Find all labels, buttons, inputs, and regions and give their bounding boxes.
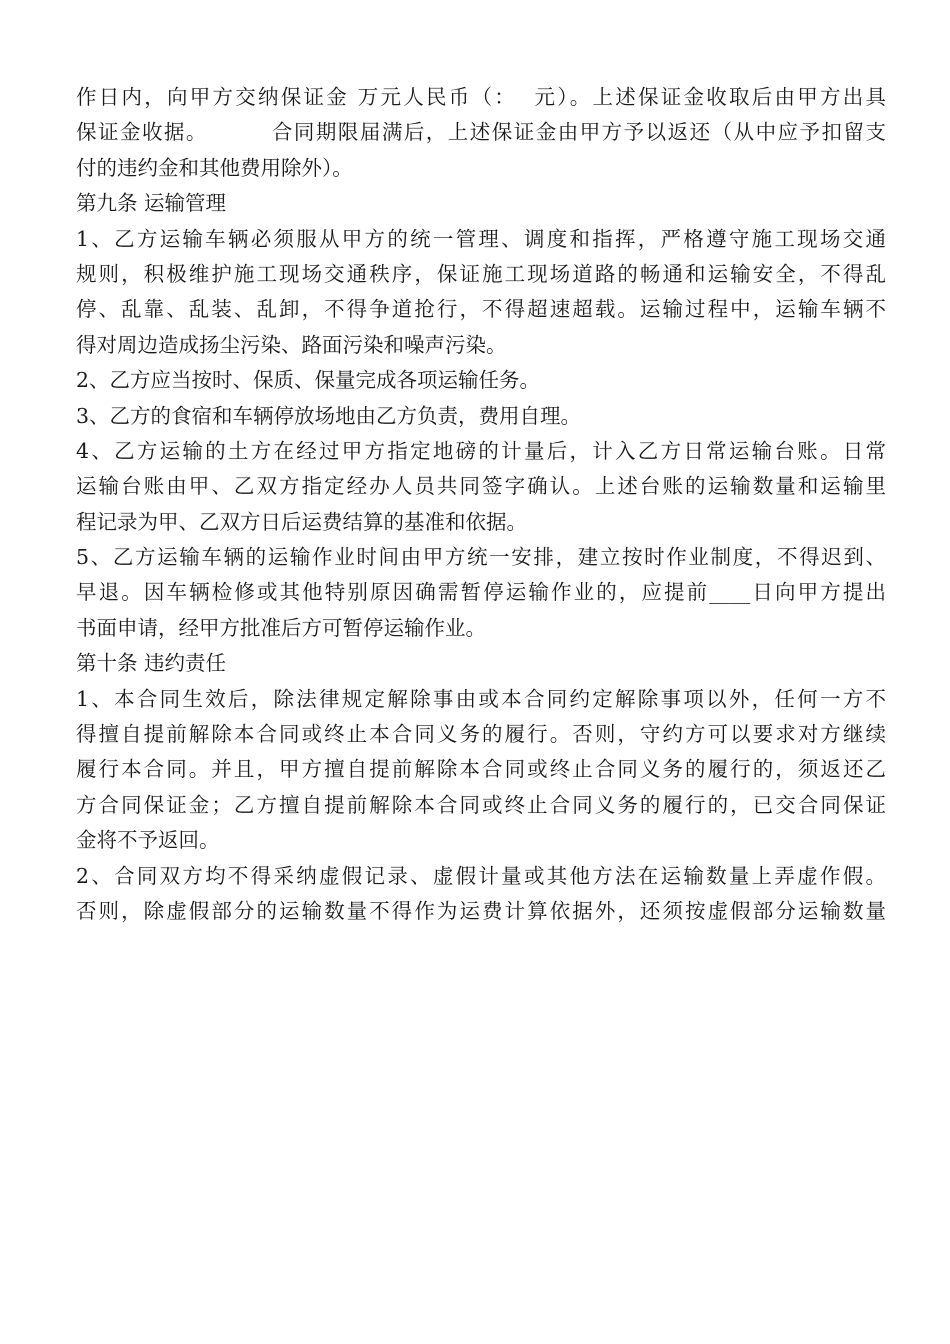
document-body — [76, 80, 886, 929]
text-line: 停、乱靠、乱装、乱卸，不得争道抢行，不得超速超载。运输过程中，运输车辆不 — [76, 297, 886, 322]
text-line: 3、乙方的食宿和车辆停放场地由乙方负责，费用自理。 — [76, 403, 582, 428]
text-line: 得擅自提前解除本合同或终止本合同义务的履行。否则，守约方可以要求对方继续 — [76, 722, 886, 747]
text-line: 付的违约金和其他费用除外）。 — [76, 155, 353, 180]
text-line: 书面申请，经甲方批准后方可暂停运输作业。 — [76, 615, 486, 640]
text-line: 程记录为甲、乙双方日后运费结算的基准和依据。 — [76, 509, 527, 534]
text-line: 第十条 违约责任 — [76, 651, 227, 676]
text-line: 1、乙方运输车辆必须服从甲方的统一管理、调度和指挥，严格遵守施工现场交通 — [76, 226, 886, 251]
text-line: 得对周边造成扬尘污染、路面污染和噪声污染。 — [76, 332, 507, 357]
text-line: 履行本合同。并且，甲方擅自提前解除本合同或终止合同义务的履行的，须返还乙 — [76, 757, 886, 782]
text-line: 4、乙方运输的土方在经过甲方指定地磅的计量后，计入乙方日常运输台账。日常 — [76, 438, 886, 463]
text-line: 5、乙方运输车辆的运输作业时间由甲方统一安排，建立按时作业制度，不得迟到、 — [76, 545, 886, 570]
text-line: 否则，除虚假部分的运输数量不得作为运费计算依据外，还须按虚假部分运输数量 — [76, 898, 886, 923]
text-line: 保证金收据。 合同期限届满后，上述保证金由甲方予以返还（从中应予扣留支 — [76, 120, 886, 145]
text-line: 运输台账由甲、乙双方指定经办人员共同签字确认。上述台账的运输数量和运输里 — [76, 474, 886, 499]
text-line: 规则，积极维护施工现场交通秩序，保证施工现场道路的畅通和运输安全，不得乱 — [76, 261, 886, 286]
text-line: 作日内，向甲方交纳保证金 万元人民币（： 元）。上述保证金收取后由甲方出具 — [76, 85, 886, 109]
text-line: 2、合同双方均不得采纳虚假记录、虚假计量或其他方法在运输数量上弄虚作假。 — [76, 863, 886, 888]
text-line: 2、乙方应当按时、保质、保量完成各项运输任务。 — [76, 368, 541, 393]
text-line: 1、本合同生效后，除法律规定解除事由或本合同约定解除事项以外，任何一方不 — [76, 686, 886, 711]
text-line: 第九条 运输管理 — [76, 191, 227, 216]
text-line: 早退。因车辆检修或其他特别原因确需暂停运输作业的，应提前____日向甲方提出 — [76, 580, 886, 605]
text-line: 方合同保证金；乙方擅自提前解除本合同或终止合同义务的履行的，已交合同保证 — [76, 792, 886, 817]
text-line: 金将不予返回。 — [76, 828, 220, 853]
